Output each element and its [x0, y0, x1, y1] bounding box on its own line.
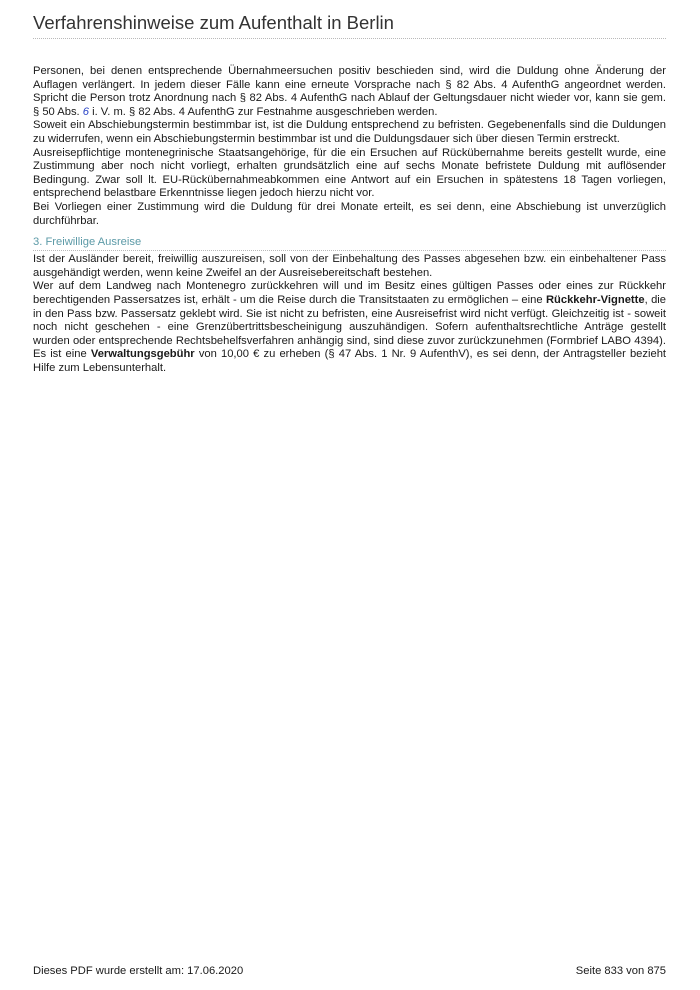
document-title: Verfahrenshinweise zum Aufenthalt in Berlin — [33, 12, 394, 33]
bold-term-vignette: Rückkehr-Vignette — [545, 293, 645, 306]
bold-term-fee: Verwaltungsgebühr — [90, 348, 195, 361]
paragraph-6-text-b: , die in den Pass bzw. Passersatz geklebt wird. Sie ist nicht zu befristen, eine Ausreisefrist wird nicht verfügt. Gleichzeitig ist - soweit noch nicht geschehen - eine Grenzübertrittsbescheinigung auszuhändigen. Sofern aufenthaltsrechtliche Anträge gestellt wurden oder entsprechende Rechtsbehelfsverfahren anhängig sind, sind diese zuvor zurückzunehmen (Formbrief LABO 4394). Es ist eine — [33, 293, 666, 361]
paragraph-6 — [33, 280, 666, 375]
paragraph-6-text-a: Wer auf dem Landweg nach Montenegro zurückkehren will und im Besitz eines gültigen Passes oder eines zur Rückkehr berechtigenden Passersatzes ist, erhält - um die Reise durch die Transitstaaten zu ermöglichen – eine — [33, 280, 666, 306]
page-number: Seite 833 von 875 — [575, 965, 666, 977]
paragraph-2: Soweit ein Abschiebungstermin bestimmbar ist, ist die Duldung entsprechend zu befristen. Gegebenenfalls sind die Duldungen zu widerrufen, wenn ein Abschiebungstermin bestimmbar ist und die Duldungsdauer sich über diesen Termin erstreckt. — [33, 119, 666, 145]
paragraph-5: Ist der Ausländer bereit, freiwillig auszureisen, soll von der Einbehaltung des Passes abgesehen bzw. ein einbehaltener Pass ausgehändigt werden, wenn keine Zweifel an der Ausreisebereitschaft bestehen. — [33, 253, 666, 279]
document-body — [33, 65, 666, 375]
page-header — [33, 12, 666, 39]
paragraph-1-text-b: i. V. m. § 82 Abs. 4 AufenthG zur Festnahme ausgeschrieben werden. — [92, 105, 438, 118]
paragraph-1 — [33, 65, 666, 119]
section-heading: 3. Freiwillige Ausreise — [33, 236, 666, 251]
footnote-link[interactable]: 6 — [82, 105, 89, 118]
paragraph-1-text-a: Personen, bei denen entsprechende Übernahmeersuchen positiv beschieden sind, wird die Duldung ohne Änderung der Auflagen verlängert. In jedem dieser Fälle kann eine erneute Vorsprache nach § 82 Abs. 4 AufenthG angeordnet werden. Spricht die Person trotz Anordnung nach § 82 Abs. 4 AufenthG nach Ablauf der Geltungsdauer nicht wieder vor, kann sie gem. § 50 Abs. — [33, 65, 666, 118]
paragraph-6-text-c: von 10,00 € zu erheben (§ 47 Abs. 1 Nr. 9 AufenthV), es sei denn, der Antragsteller bezieht Hilfe zum Lebensunterhalt. — [33, 348, 667, 374]
creation-date: Dieses PDF wurde erstellt am: 17.06.2020 — [33, 965, 244, 977]
paragraph-4: Bei Vorliegen einer Zustimmung wird die Duldung für drei Monate erteilt, es sei denn, eine Abschiebung ist unverzüglich durchführbar. — [33, 200, 666, 227]
paragraph-3: Ausreisepflichtige montenegrinische Staatsangehörige, für die ein Ersuchen auf Rückübernahme bereits gestellt wurde, eine Zustimmung aber noch nicht vorliegt, erhalten grundsätzlich eine auf sechs Monate befristete Duldung mit auflösender Bedingung. Zwar soll lt. EU-Rückübernahmeabkommen eine Antwort auf ein Ersuchen in spätestens 18 Tagen vorliegen, entsprechend belastbare Erkenntnisse liegen jedoch hierzu nicht vor. — [33, 146, 666, 200]
